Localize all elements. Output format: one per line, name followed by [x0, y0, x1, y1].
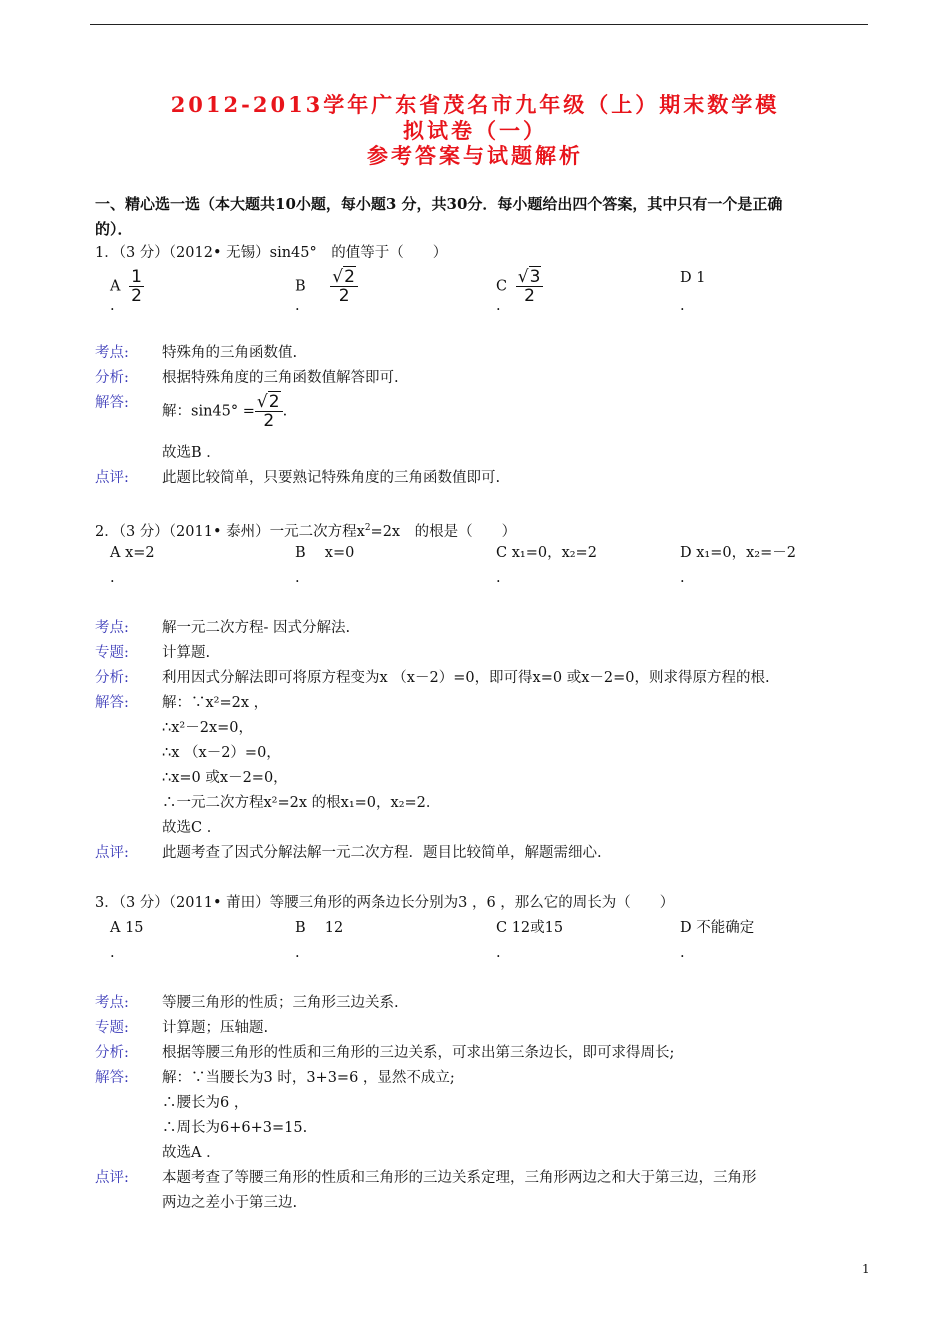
q1-jieda-radicand: 2 [268, 392, 280, 412]
q3-dianping-label: 点评: [95, 1170, 129, 1186]
q3-option-a: A 15 [110, 920, 144, 936]
q1-option-b-letter: B [295, 278, 306, 295]
q1-option-c-numerator [516, 268, 544, 287]
q3-option-c: C 12或15 [496, 920, 564, 936]
q1-option-b [295, 268, 358, 305]
q1-kaodian: 特殊角的三角函数值. [162, 345, 298, 361]
q3-option-d-dot: . [680, 945, 685, 961]
q1-option-a-numerator: 1 [131, 267, 142, 287]
q2-fenxi-label: 分析: [95, 670, 129, 686]
q1-jieda-suffix: . [282, 403, 288, 420]
q1-dianping: 此题比较简单，只要熟记特殊角度的三角函数值即可. [162, 470, 501, 486]
q1-option-d [680, 268, 705, 288]
q2-fenxi: 利用因式分解法即可将原方程变为x （x－2）=0，即可得x=0 或x－2=0，则求得原方程的根. [162, 670, 770, 686]
q2-kaodian-label: 考点: [95, 620, 129, 636]
q1-option-b-dot: . [295, 298, 300, 314]
sqrt-symbol: √2 [332, 267, 355, 287]
q2-option-a: A x=2 [110, 545, 155, 561]
q3-option-a-dot: . [110, 945, 115, 961]
q2-option-b-dot: . [295, 570, 300, 586]
q1-option-c-radicand: 3 [529, 267, 541, 287]
q2-option-d: D x₁=0，x₂=－2 [680, 545, 796, 561]
q1-jieda-prefix: 解：sin45° = [162, 403, 255, 420]
q3-jieda-line-3: ∴周长为6+6+3=15. [162, 1120, 308, 1136]
q1-jieda-label: 解答: [95, 395, 129, 411]
section-heading-line-1: 一、精心选一选（本大题共10小题，每小题3 分，共30分．每小题给出四个答案，其中只有一个是正确 [95, 195, 783, 213]
q1-option-b-numerator [330, 268, 358, 287]
q3-jieda-label: 解答: [95, 1070, 129, 1086]
q2-stem-a: 2．（3 分）（2011• 泰州）一元二次方程x [95, 524, 365, 540]
q1-option-a-dot: . [110, 298, 115, 314]
q1-option-a-fraction [129, 268, 144, 305]
sqrt-symbol: √3 [517, 267, 541, 287]
q2-jieda-line-4: ∴x=0 或x－2=0， [162, 770, 288, 786]
page-number: 1 [862, 1262, 870, 1276]
q1-jieda-numerator [255, 393, 283, 412]
q2-option-c: C x₁=0，x₂=2 [496, 545, 597, 561]
q3-option-b-dot: . [295, 945, 300, 961]
q1-option-c-fraction [516, 268, 544, 305]
q3-dianping-line-2: 两边之差小于第三边. [162, 1195, 298, 1211]
title-line-2: 拟试卷（一） [403, 118, 547, 143]
q3-stem: 3．（3 分）（2011• 莆田）等腰三角形的两条边长分别为3 ，6 ，那么它的周长为（ ） [95, 895, 675, 911]
q1-option-c-letter: C [496, 278, 508, 295]
section-heading-line-2: 的）． [95, 220, 133, 238]
q3-option-c-dot: . [496, 945, 501, 961]
q1-jieda [162, 393, 287, 430]
q1-kaodian-label: 考点: [95, 345, 129, 361]
q2-jieda-line-1: 解：∵x²=2x ， [162, 695, 269, 711]
q1-choose: 故选B ． [162, 445, 221, 461]
q3-option-b: B 12 [295, 920, 344, 936]
q3-jieda-line-2: ∴腰长为6 ， [162, 1095, 249, 1111]
q1-stem: 1．（3 分）（2012• 无锡）sin45° 的值等于（ ） [95, 245, 448, 261]
q3-jieda-line-1: 解：∵当腰长为3 时，3+3=6 ，显然不成立; [162, 1070, 455, 1086]
q3-kaodian: 等腰三角形的性质；三角形三边关系. [162, 995, 399, 1011]
q2-option-a-dot: . [110, 570, 115, 586]
q2-jieda-label: 解答: [95, 695, 129, 711]
q2-dianping-label: 点评: [95, 845, 129, 861]
header-rule [90, 24, 868, 25]
q1-option-c-denominator: 2 [524, 286, 535, 306]
title-line-1: 2012-2013学年广东省茂名市九年级（上）期末数学模 [170, 92, 780, 117]
title-line-3: 参考答案与试题解析 [367, 143, 583, 168]
q2-option-b: B x=0 [295, 545, 355, 561]
q2-option-d-dot: . [680, 570, 685, 586]
q2-dianping: 此题考查了因式分解法解一元二次方程．题目比较简单，解题需细心. [162, 845, 602, 861]
q2-stem-sup: 2 [364, 523, 371, 533]
q3-zhuanti: 计算题；压轴题. [162, 1020, 269, 1036]
q2-kaodian: 解一元二次方程- 因式分解法. [162, 620, 351, 636]
q1-option-b-denominator: 2 [338, 286, 350, 306]
q2-jieda-line-2: ∴x²－2x=0， [162, 720, 253, 736]
q1-option-a-letter: A [110, 278, 121, 295]
q3-zhuanti-label: 专题: [95, 1020, 129, 1036]
q1-option-d-letter: D [680, 270, 692, 286]
q2-jieda-line-3: ∴x （x－2）=0， [162, 745, 281, 761]
q2-option-c-dot: . [496, 570, 501, 586]
q1-option-d-value: 1 [696, 270, 706, 286]
q1-fenxi: 根据特殊角度的三角函数值解答即可. [162, 370, 399, 386]
q1-fenxi-label: 分析: [95, 370, 129, 386]
q1-option-b-radicand: 2 [344, 267, 355, 287]
q3-dianping-line-1: 本题考查了等腰三角形的性质和三角形的三边关系定理，三角形两边之和大于第三边，三角形 [162, 1170, 757, 1186]
q1-option-a [110, 268, 144, 305]
q2-stem [95, 518, 516, 542]
q3-fenxi-label: 分析: [95, 1045, 129, 1061]
q2-stem-b: =2x 的根是（ ） [370, 524, 517, 540]
q3-fenxi: 根据等腰三角形的性质和三角形的三边关系，可求出第三条边长，即可求得周长; [162, 1045, 675, 1061]
q3-choose: 故选A ． [162, 1145, 221, 1161]
q2-zhuanti-label: 专题: [95, 645, 129, 661]
q1-option-c [496, 268, 543, 305]
q2-zhuanti: 计算题. [162, 645, 211, 661]
q1-option-b-fraction [330, 268, 358, 305]
q1-dianping-label: 点评: [95, 470, 129, 486]
sqrt-symbol: √2 [256, 392, 280, 412]
q1-jieda-denominator: 2 [263, 411, 275, 431]
q1-option-a-denominator: 2 [131, 286, 142, 306]
q3-kaodian-label: 考点: [95, 995, 129, 1011]
section-heading [95, 192, 855, 242]
q1-option-c-dot: . [496, 298, 501, 314]
q2-choose: 故选C ． [162, 820, 222, 836]
q2-jieda-line-5: ∴一元二次方程x²=2x 的根x₁=0，x₂=2． [162, 795, 441, 811]
q1-option-d-dot: . [680, 298, 685, 314]
q3-option-d: D 不能确定 [680, 920, 755, 936]
q1-jieda-fraction [255, 393, 283, 430]
